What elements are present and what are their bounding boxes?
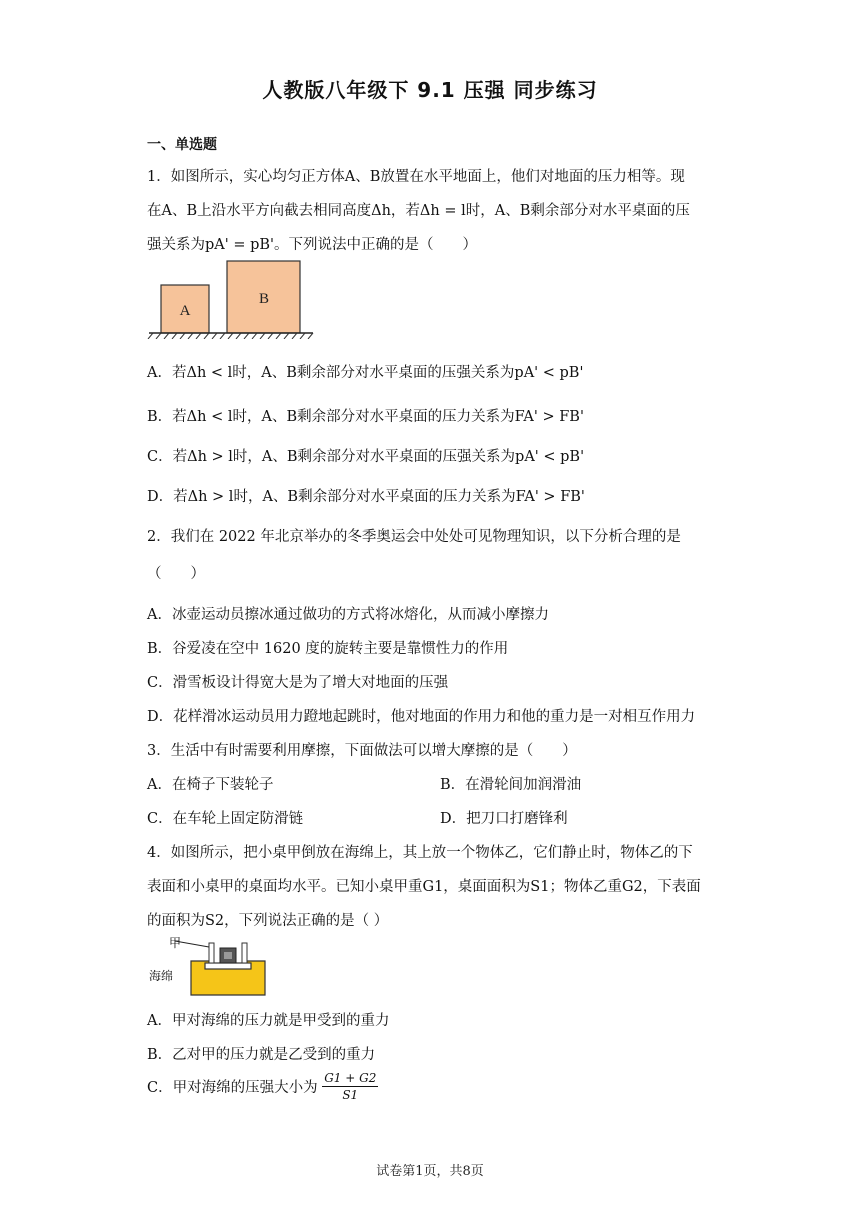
ground-hatching [148, 333, 313, 339]
page-title: 人教版八年级下 9.1 压强 同步练习 [262, 78, 598, 102]
fraction-denominator: S1 [342, 1088, 359, 1102]
q3-option-b[interactable]: B．在滑轮间加润滑油 [440, 777, 582, 793]
page-footer: 试卷第1页，共8页 [376, 1164, 484, 1179]
q4-option-c-text: C．甲对海绵的压强大小为 [147, 1080, 318, 1096]
block-a-label: A [179, 303, 191, 319]
table-top [205, 963, 251, 969]
q4-figure-table-sponge [147, 933, 271, 999]
block-b-label: B [258, 291, 270, 307]
q1-option-c[interactable]: C．若Δh > l时，A、B剩余部分对水平桌面的压强关系为pA' < pB' [147, 449, 585, 465]
q2-option-a[interactable]: A．冰壶运动员擦冰通过做功的方式将冰熔化，从而减小摩擦力 [147, 607, 549, 623]
table-leg-left [209, 943, 214, 963]
q3-text-line1: 3．生活中有时需要利用摩擦，下面做法可以增大摩擦的是（ ） [147, 743, 577, 759]
label-jia: 甲 [169, 936, 182, 950]
q2-option-b[interactable]: B．谷爱凌在空中 1620 度的旋转主要是靠惯性力的作用 [147, 641, 509, 657]
pressure-fraction [322, 1070, 378, 1103]
q4-text-line2: 表面和小桌甲的桌面均水平。已知小桌甲重G1，桌面面积为S1；物体乙重G2，下表面 [147, 879, 701, 895]
q4-text-line1: 4．如图所示，把小桌甲倒放在海绵上，其上放一个物体乙，它们静止时，物体乙的下 [147, 845, 693, 861]
fraction-numerator: G1 + G2 [324, 1071, 377, 1085]
q3-option-c[interactable]: C．在车轮上固定防滑链 [147, 811, 304, 827]
table-leg-right [242, 943, 247, 963]
q1-text-line3: 强关系为pA' = pB'。下列说法中正确的是（ ） [147, 237, 478, 253]
label-sponge: 海绵 [149, 969, 174, 983]
q2-text-line2: （ ） [147, 566, 205, 582]
q3-option-d[interactable]: D．把刀口打磨锋利 [440, 811, 568, 827]
q1-figure-blocks [147, 255, 317, 339]
q1-text-line1: 1．如图所示，实心均匀正方体A、B放置在水平地面上，他们对地面的压力相等。现 [147, 169, 685, 185]
q2-text-line1: 2．我们在 2022 年北京举办的冬季奥运会中处处可见物理知识，以下分析合理的是 [147, 529, 681, 545]
q4-text-line3: 的面积为S2，下列说法正确的是（ ） [147, 913, 389, 929]
q4-option-c[interactable] [147, 1070, 378, 1103]
section-heading: 一、单选题 [147, 137, 217, 153]
q4-option-b[interactable]: B．乙对甲的压力就是乙受到的重力 [147, 1047, 376, 1063]
q1-option-b[interactable]: B．若Δh < l时，A、B剩余部分对水平桌面的压力关系为FA' > FB' [147, 409, 584, 425]
q2-option-c[interactable]: C．滑雪板设计得宽大是为了增大对地面的压强 [147, 675, 449, 691]
q2-option-d[interactable]: D．花样滑冰运动员用力蹬地起跳时，他对地面的作用力和他的重力是一对相互作用力 [147, 709, 696, 725]
q1-option-a[interactable]: A．若Δh < l时，A、B剩余部分对水平桌面的压强关系为pA' < pB' [147, 365, 584, 381]
q1-option-d[interactable]: D．若Δh > l时，A、B剩余部分对水平桌面的压力关系为FA' > FB' [147, 489, 585, 505]
q4-option-a[interactable]: A．甲对海绵的压力就是甲受到的重力 [147, 1013, 390, 1029]
q1-text-line2: 在A、B上沿水平方向截去相同高度Δh，若Δh = l时，A、B剩余部分对水平桌面的压 [147, 203, 690, 219]
q3-option-a[interactable]: A．在椅子下装轮子 [147, 777, 274, 793]
